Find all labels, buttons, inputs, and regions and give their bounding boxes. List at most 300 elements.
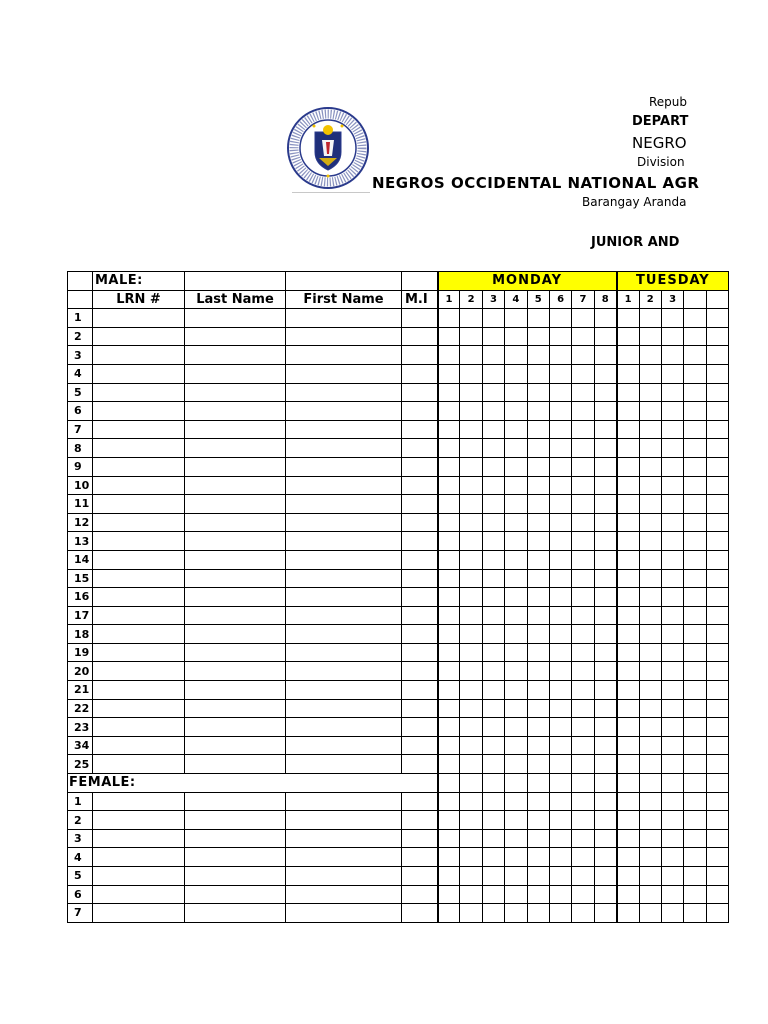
attendance-cell-tuesday[interactable] <box>617 346 639 365</box>
attendance-cell-monday[interactable] <box>594 867 616 886</box>
attendance-cell-tuesday[interactable] <box>639 513 661 532</box>
attendance-cell-tuesday[interactable] <box>661 848 683 867</box>
mi-cell[interactable] <box>402 606 438 625</box>
attendance-cell-monday[interactable] <box>438 550 460 569</box>
attendance-cell-monday[interactable] <box>460 829 482 848</box>
attendance-cell-monday[interactable] <box>505 885 527 904</box>
attendance-cell-monday[interactable] <box>505 811 527 830</box>
mi-cell[interactable] <box>402 364 438 383</box>
attendance-cell-monday[interactable] <box>438 309 460 328</box>
attendance-cell-tuesday[interactable] <box>684 495 706 514</box>
attendance-cell-monday[interactable] <box>505 662 527 681</box>
attendance-cell-tuesday[interactable] <box>706 439 728 458</box>
last-name-cell[interactable] <box>185 755 286 774</box>
lrn-cell[interactable] <box>93 904 185 923</box>
attendance-cell-monday[interactable] <box>572 792 594 811</box>
attendance-cell-tuesday[interactable] <box>639 755 661 774</box>
lrn-cell[interactable] <box>93 495 185 514</box>
attendance-cell-tuesday[interactable] <box>661 885 683 904</box>
attendance-cell-monday[interactable] <box>594 718 616 737</box>
attendance-cell-tuesday[interactable] <box>684 420 706 439</box>
attendance-cell-monday[interactable] <box>549 662 571 681</box>
lrn-cell[interactable] <box>93 699 185 718</box>
attendance-cell-monday[interactable] <box>460 867 482 886</box>
attendance-cell-tuesday[interactable] <box>617 420 639 439</box>
attendance-cell-monday[interactable] <box>572 736 594 755</box>
attendance-cell-monday[interactable] <box>460 588 482 607</box>
first-name-cell[interactable] <box>286 606 402 625</box>
attendance-cell-tuesday[interactable] <box>617 513 639 532</box>
mi-cell[interactable] <box>402 588 438 607</box>
attendance-cell-tuesday[interactable] <box>639 346 661 365</box>
lrn-cell[interactable] <box>93 420 185 439</box>
attendance-cell-monday[interactable] <box>527 867 549 886</box>
attendance-cell-tuesday[interactable] <box>706 643 728 662</box>
attendance-cell-monday[interactable] <box>460 346 482 365</box>
attendance-cell-monday[interactable] <box>460 309 482 328</box>
lrn-cell[interactable] <box>93 476 185 495</box>
attendance-cell-tuesday[interactable] <box>639 569 661 588</box>
attendance-cell-monday[interactable] <box>594 532 616 551</box>
mi-cell[interactable] <box>402 885 438 904</box>
attendance-cell-monday[interactable] <box>594 550 616 569</box>
attendance-cell-monday[interactable] <box>460 457 482 476</box>
last-name-cell[interactable] <box>185 699 286 718</box>
first-name-cell[interactable] <box>286 420 402 439</box>
attendance-cell-tuesday[interactable] <box>661 904 683 923</box>
attendance-cell-tuesday[interactable] <box>639 402 661 421</box>
attendance-cell-tuesday[interactable] <box>639 885 661 904</box>
attendance-cell-monday[interactable] <box>572 439 594 458</box>
attendance-cell-monday[interactable] <box>549 420 571 439</box>
attendance-cell-monday[interactable] <box>594 309 616 328</box>
attendance-cell-monday[interactable] <box>594 792 616 811</box>
attendance-cell-monday[interactable] <box>594 588 616 607</box>
attendance-cell-tuesday[interactable] <box>617 569 639 588</box>
last-name-cell[interactable] <box>185 364 286 383</box>
attendance-cell-monday[interactable] <box>594 904 616 923</box>
attendance-cell-monday[interactable] <box>482 662 504 681</box>
attendance-cell-monday[interactable] <box>460 420 482 439</box>
attendance-cell-monday[interactable] <box>482 625 504 644</box>
mi-cell[interactable] <box>402 532 438 551</box>
attendance-cell-tuesday[interactable] <box>684 550 706 569</box>
attendance-cell-monday[interactable] <box>572 569 594 588</box>
attendance-cell-tuesday[interactable] <box>661 699 683 718</box>
attendance-cell-monday[interactable] <box>438 383 460 402</box>
attendance-cell-tuesday[interactable] <box>639 848 661 867</box>
first-name-cell[interactable] <box>286 402 402 421</box>
lrn-cell[interactable] <box>93 513 185 532</box>
attendance-cell-monday[interactable] <box>594 364 616 383</box>
attendance-cell-tuesday[interactable] <box>706 848 728 867</box>
first-name-cell[interactable] <box>286 792 402 811</box>
attendance-cell-monday[interactable] <box>549 476 571 495</box>
attendance-cell-monday[interactable] <box>572 718 594 737</box>
mi-cell[interactable] <box>402 792 438 811</box>
lrn-cell[interactable] <box>93 848 185 867</box>
attendance-cell-monday[interactable] <box>572 495 594 514</box>
attendance-cell-tuesday[interactable] <box>684 662 706 681</box>
lrn-cell[interactable] <box>93 755 185 774</box>
attendance-cell-monday[interactable] <box>505 495 527 514</box>
first-name-cell[interactable] <box>286 457 402 476</box>
attendance-cell-monday[interactable] <box>460 383 482 402</box>
attendance-cell-tuesday[interactable] <box>706 327 728 346</box>
lrn-cell[interactable] <box>93 402 185 421</box>
attendance-cell-tuesday[interactable] <box>684 904 706 923</box>
attendance-cell-monday[interactable] <box>482 885 504 904</box>
mi-cell[interactable] <box>402 829 438 848</box>
attendance-cell-monday[interactable] <box>549 364 571 383</box>
attendance-cell-monday[interactable] <box>482 364 504 383</box>
attendance-cell-tuesday[interactable] <box>661 625 683 644</box>
attendance-cell-monday[interactable] <box>482 476 504 495</box>
attendance-cell-monday[interactable] <box>527 718 549 737</box>
attendance-cell-monday[interactable] <box>527 699 549 718</box>
attendance-cell-monday[interactable] <box>572 309 594 328</box>
attendance-cell-tuesday[interactable] <box>684 309 706 328</box>
attendance-cell-monday[interactable] <box>549 885 571 904</box>
attendance-cell-tuesday[interactable] <box>661 755 683 774</box>
mi-cell[interactable] <box>402 420 438 439</box>
first-name-cell[interactable] <box>286 867 402 886</box>
attendance-cell-monday[interactable] <box>505 327 527 346</box>
attendance-cell-tuesday[interactable] <box>684 736 706 755</box>
attendance-cell-monday[interactable] <box>527 402 549 421</box>
last-name-cell[interactable] <box>185 811 286 830</box>
attendance-cell-monday[interactable] <box>505 829 527 848</box>
attendance-cell-monday[interactable] <box>549 755 571 774</box>
attendance-cell-monday[interactable] <box>505 792 527 811</box>
attendance-cell-monday[interactable] <box>527 606 549 625</box>
lrn-cell[interactable] <box>93 327 185 346</box>
lrn-cell[interactable] <box>93 625 185 644</box>
attendance-cell-monday[interactable] <box>505 606 527 625</box>
attendance-cell-monday[interactable] <box>505 513 527 532</box>
first-name-cell[interactable] <box>286 904 402 923</box>
attendance-cell-monday[interactable] <box>527 625 549 644</box>
attendance-cell-monday[interactable] <box>527 848 549 867</box>
attendance-cell-tuesday[interactable] <box>706 792 728 811</box>
attendance-cell-monday[interactable] <box>594 736 616 755</box>
attendance-cell-tuesday[interactable] <box>639 811 661 830</box>
attendance-cell-monday[interactable] <box>460 476 482 495</box>
attendance-cell-tuesday[interactable] <box>661 588 683 607</box>
mi-cell[interactable] <box>402 457 438 476</box>
attendance-cell-tuesday[interactable] <box>661 606 683 625</box>
attendance-cell-tuesday[interactable] <box>684 457 706 476</box>
attendance-cell-monday[interactable] <box>460 885 482 904</box>
attendance-cell-tuesday[interactable] <box>639 495 661 514</box>
attendance-cell-tuesday[interactable] <box>706 420 728 439</box>
attendance-cell-monday[interactable] <box>505 588 527 607</box>
attendance-cell-monday[interactable] <box>505 848 527 867</box>
attendance-cell-tuesday[interactable] <box>684 829 706 848</box>
attendance-cell-tuesday[interactable] <box>639 904 661 923</box>
attendance-cell-monday[interactable] <box>482 309 504 328</box>
attendance-cell-monday[interactable] <box>572 588 594 607</box>
last-name-cell[interactable] <box>185 309 286 328</box>
attendance-cell-monday[interactable] <box>438 811 460 830</box>
lrn-cell[interactable] <box>93 383 185 402</box>
attendance-cell-monday[interactable] <box>438 736 460 755</box>
attendance-cell-monday[interactable] <box>482 792 504 811</box>
attendance-cell-monday[interactable] <box>505 736 527 755</box>
mi-cell[interactable] <box>402 904 438 923</box>
lrn-cell[interactable] <box>93 606 185 625</box>
last-name-cell[interactable] <box>185 904 286 923</box>
attendance-cell-tuesday[interactable] <box>639 327 661 346</box>
attendance-cell-monday[interactable] <box>482 346 504 365</box>
attendance-cell-tuesday[interactable] <box>706 513 728 532</box>
attendance-cell-monday[interactable] <box>572 457 594 476</box>
lrn-cell[interactable] <box>93 550 185 569</box>
attendance-cell-tuesday[interactable] <box>639 364 661 383</box>
last-name-cell[interactable] <box>185 792 286 811</box>
last-name-cell[interactable] <box>185 569 286 588</box>
attendance-cell-monday[interactable] <box>460 327 482 346</box>
lrn-cell[interactable] <box>93 588 185 607</box>
first-name-cell[interactable] <box>286 755 402 774</box>
attendance-cell-monday[interactable] <box>549 736 571 755</box>
attendance-cell-tuesday[interactable] <box>661 662 683 681</box>
attendance-cell-tuesday[interactable] <box>706 718 728 737</box>
attendance-cell-monday[interactable] <box>572 904 594 923</box>
attendance-cell-monday[interactable] <box>482 532 504 551</box>
attendance-cell-tuesday[interactable] <box>617 495 639 514</box>
attendance-cell-monday[interactable] <box>527 736 549 755</box>
attendance-cell-tuesday[interactable] <box>639 532 661 551</box>
attendance-cell-monday[interactable] <box>482 736 504 755</box>
attendance-cell-monday[interactable] <box>460 625 482 644</box>
attendance-cell-monday[interactable] <box>594 420 616 439</box>
attendance-cell-monday[interactable] <box>438 625 460 644</box>
attendance-cell-tuesday[interactable] <box>617 792 639 811</box>
attendance-cell-tuesday[interactable] <box>706 309 728 328</box>
attendance-cell-monday[interactable] <box>594 829 616 848</box>
attendance-cell-monday[interactable] <box>482 550 504 569</box>
last-name-cell[interactable] <box>185 662 286 681</box>
attendance-cell-monday[interactable] <box>527 681 549 700</box>
attendance-cell-monday[interactable] <box>438 718 460 737</box>
attendance-cell-monday[interactable] <box>482 643 504 662</box>
attendance-cell-monday[interactable] <box>572 885 594 904</box>
first-name-cell[interactable] <box>286 439 402 458</box>
attendance-cell-tuesday[interactable] <box>706 811 728 830</box>
last-name-cell[interactable] <box>185 681 286 700</box>
attendance-cell-monday[interactable] <box>527 550 549 569</box>
last-name-cell[interactable] <box>185 495 286 514</box>
attendance-cell-monday[interactable] <box>460 532 482 551</box>
attendance-cell-monday[interactable] <box>505 643 527 662</box>
attendance-cell-monday[interactable] <box>572 625 594 644</box>
attendance-cell-tuesday[interactable] <box>639 420 661 439</box>
first-name-cell[interactable] <box>286 718 402 737</box>
lrn-cell[interactable] <box>93 643 185 662</box>
attendance-cell-monday[interactable] <box>460 662 482 681</box>
attendance-cell-tuesday[interactable] <box>617 904 639 923</box>
attendance-cell-tuesday[interactable] <box>639 718 661 737</box>
attendance-cell-tuesday[interactable] <box>639 457 661 476</box>
attendance-cell-monday[interactable] <box>594 495 616 514</box>
last-name-cell[interactable] <box>185 383 286 402</box>
attendance-cell-tuesday[interactable] <box>617 755 639 774</box>
mi-cell[interactable] <box>402 327 438 346</box>
lrn-cell[interactable] <box>93 681 185 700</box>
attendance-cell-tuesday[interactable] <box>617 476 639 495</box>
attendance-cell-monday[interactable] <box>505 550 527 569</box>
attendance-cell-monday[interactable] <box>527 792 549 811</box>
attendance-cell-monday[interactable] <box>594 606 616 625</box>
first-name-cell[interactable] <box>286 811 402 830</box>
attendance-cell-monday[interactable] <box>572 681 594 700</box>
attendance-cell-monday[interactable] <box>460 513 482 532</box>
attendance-cell-monday[interactable] <box>549 569 571 588</box>
attendance-cell-tuesday[interactable] <box>639 829 661 848</box>
lrn-cell[interactable] <box>93 867 185 886</box>
attendance-cell-monday[interactable] <box>549 718 571 737</box>
attendance-cell-monday[interactable] <box>549 643 571 662</box>
attendance-cell-monday[interactable] <box>460 699 482 718</box>
attendance-cell-tuesday[interactable] <box>706 699 728 718</box>
attendance-cell-tuesday[interactable] <box>661 364 683 383</box>
attendance-cell-tuesday[interactable] <box>684 569 706 588</box>
attendance-cell-monday[interactable] <box>572 513 594 532</box>
attendance-cell-monday[interactable] <box>527 904 549 923</box>
attendance-cell-tuesday[interactable] <box>617 402 639 421</box>
attendance-cell-tuesday[interactable] <box>684 792 706 811</box>
attendance-cell-tuesday[interactable] <box>617 736 639 755</box>
attendance-cell-monday[interactable] <box>572 662 594 681</box>
attendance-cell-monday[interactable] <box>572 383 594 402</box>
attendance-cell-tuesday[interactable] <box>639 643 661 662</box>
attendance-cell-monday[interactable] <box>438 532 460 551</box>
last-name-cell[interactable] <box>185 550 286 569</box>
attendance-cell-monday[interactable] <box>549 439 571 458</box>
last-name-cell[interactable] <box>185 327 286 346</box>
attendance-cell-tuesday[interactable] <box>617 867 639 886</box>
attendance-cell-monday[interactable] <box>482 457 504 476</box>
attendance-cell-tuesday[interactable] <box>684 625 706 644</box>
attendance-cell-monday[interactable] <box>460 569 482 588</box>
attendance-cell-tuesday[interactable] <box>706 476 728 495</box>
attendance-cell-monday[interactable] <box>549 904 571 923</box>
attendance-cell-tuesday[interactable] <box>706 457 728 476</box>
attendance-cell-monday[interactable] <box>482 588 504 607</box>
last-name-cell[interactable] <box>185 513 286 532</box>
attendance-cell-tuesday[interactable] <box>706 736 728 755</box>
attendance-cell-tuesday[interactable] <box>706 346 728 365</box>
attendance-cell-tuesday[interactable] <box>684 532 706 551</box>
attendance-cell-monday[interactable] <box>527 662 549 681</box>
attendance-cell-monday[interactable] <box>527 588 549 607</box>
attendance-cell-monday[interactable] <box>505 420 527 439</box>
attendance-cell-monday[interactable] <box>594 476 616 495</box>
attendance-cell-monday[interactable] <box>438 904 460 923</box>
attendance-cell-monday[interactable] <box>549 346 571 365</box>
attendance-cell-monday[interactable] <box>549 681 571 700</box>
attendance-cell-tuesday[interactable] <box>661 346 683 365</box>
attendance-cell-tuesday[interactable] <box>684 643 706 662</box>
first-name-cell[interactable] <box>286 848 402 867</box>
attendance-cell-monday[interactable] <box>594 439 616 458</box>
attendance-cell-monday[interactable] <box>505 625 527 644</box>
attendance-cell-monday[interactable] <box>460 811 482 830</box>
attendance-cell-tuesday[interactable] <box>661 457 683 476</box>
first-name-cell[interactable] <box>286 736 402 755</box>
attendance-cell-monday[interactable] <box>505 569 527 588</box>
attendance-cell-monday[interactable] <box>505 755 527 774</box>
attendance-cell-monday[interactable] <box>527 829 549 848</box>
attendance-cell-monday[interactable] <box>460 439 482 458</box>
attendance-cell-monday[interactable] <box>549 457 571 476</box>
attendance-cell-tuesday[interactable] <box>617 439 639 458</box>
mi-cell[interactable] <box>402 383 438 402</box>
attendance-cell-monday[interactable] <box>438 439 460 458</box>
attendance-cell-monday[interactable] <box>460 606 482 625</box>
attendance-cell-monday[interactable] <box>438 420 460 439</box>
attendance-cell-tuesday[interactable] <box>617 662 639 681</box>
attendance-cell-monday[interactable] <box>572 364 594 383</box>
attendance-cell-monday[interactable] <box>527 643 549 662</box>
attendance-cell-tuesday[interactable] <box>617 309 639 328</box>
attendance-cell-tuesday[interactable] <box>706 867 728 886</box>
attendance-cell-tuesday[interactable] <box>661 420 683 439</box>
attendance-cell-monday[interactable] <box>549 309 571 328</box>
attendance-cell-monday[interactable] <box>527 513 549 532</box>
mi-cell[interactable] <box>402 309 438 328</box>
attendance-cell-tuesday[interactable] <box>639 606 661 625</box>
last-name-cell[interactable] <box>185 643 286 662</box>
attendance-cell-tuesday[interactable] <box>661 327 683 346</box>
last-name-cell[interactable] <box>185 402 286 421</box>
first-name-cell[interactable] <box>286 364 402 383</box>
attendance-cell-monday[interactable] <box>549 327 571 346</box>
attendance-cell-tuesday[interactable] <box>639 588 661 607</box>
attendance-cell-tuesday[interactable] <box>617 681 639 700</box>
first-name-cell[interactable] <box>286 309 402 328</box>
last-name-cell[interactable] <box>185 420 286 439</box>
last-name-cell[interactable] <box>185 885 286 904</box>
attendance-cell-monday[interactable] <box>460 364 482 383</box>
attendance-cell-monday[interactable] <box>505 346 527 365</box>
attendance-cell-tuesday[interactable] <box>706 495 728 514</box>
attendance-cell-tuesday[interactable] <box>661 792 683 811</box>
attendance-cell-monday[interactable] <box>438 662 460 681</box>
attendance-cell-monday[interactable] <box>527 532 549 551</box>
attendance-cell-monday[interactable] <box>460 848 482 867</box>
attendance-cell-monday[interactable] <box>505 532 527 551</box>
attendance-cell-monday[interactable] <box>527 569 549 588</box>
attendance-cell-monday[interactable] <box>527 885 549 904</box>
attendance-cell-monday[interactable] <box>438 699 460 718</box>
attendance-cell-monday[interactable] <box>549 829 571 848</box>
attendance-cell-tuesday[interactable] <box>661 569 683 588</box>
attendance-cell-tuesday[interactable] <box>661 811 683 830</box>
mi-cell[interactable] <box>402 643 438 662</box>
attendance-cell-monday[interactable] <box>572 420 594 439</box>
attendance-cell-monday[interactable] <box>438 606 460 625</box>
mi-cell[interactable] <box>402 755 438 774</box>
attendance-cell-monday[interactable] <box>438 569 460 588</box>
mi-cell[interactable] <box>402 439 438 458</box>
mi-cell[interactable] <box>402 699 438 718</box>
attendance-cell-monday[interactable] <box>460 402 482 421</box>
attendance-cell-monday[interactable] <box>438 829 460 848</box>
attendance-cell-monday[interactable] <box>594 457 616 476</box>
lrn-cell[interactable] <box>93 662 185 681</box>
